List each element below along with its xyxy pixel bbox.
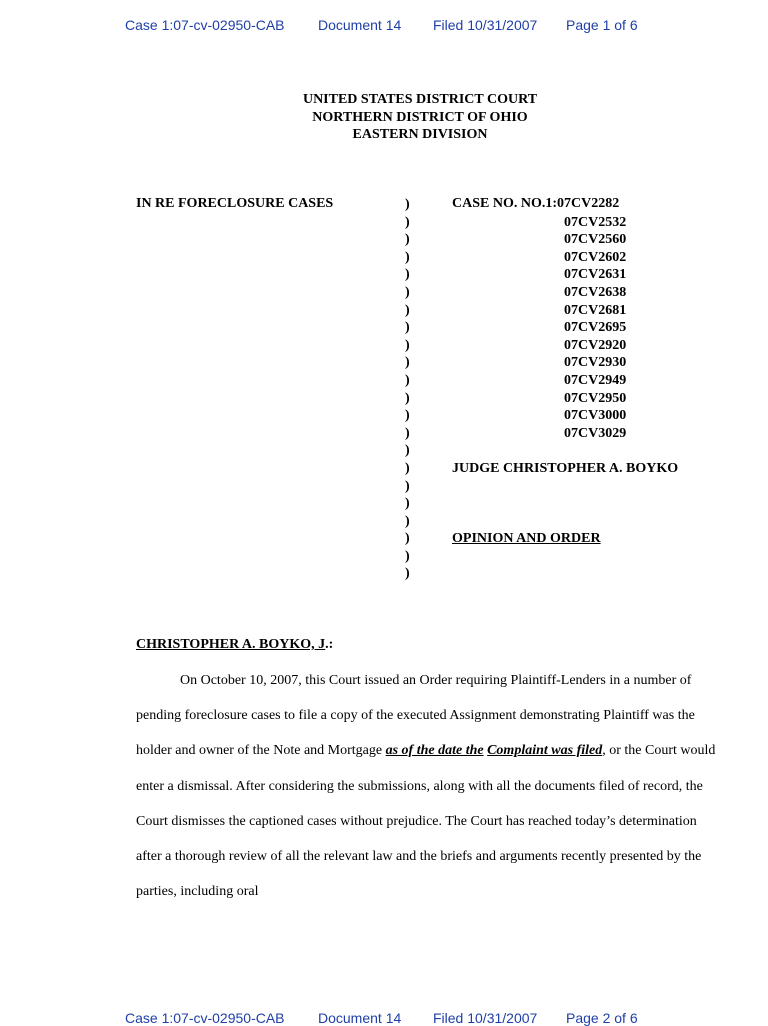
author-name: CHRISTOPHER A. BOYKO, J <box>136 637 326 652</box>
caption-paren: ) <box>405 249 410 265</box>
caption-paren: ) <box>405 566 410 582</box>
case-number: 07CV2681 <box>564 302 627 318</box>
body-text-part1: On October 10, 2007, this Court issued an Order requiring Plaintiff-Lenders in a number of pending foreclosure cases to file a copy of the executed Assignment demonstrating Plaintiff was the holder and owner of the Note and Mortgage <box>136 673 695 759</box>
case-number: 07CV2560 <box>564 232 627 248</box>
court-district: NORTHERN DISTRICT OF OHIO <box>312 109 528 125</box>
caption-paren: ) <box>405 337 410 353</box>
caption-paren: ) <box>405 284 410 300</box>
caption-paren: ) <box>405 197 410 212</box>
caption-paren: ) <box>405 531 410 547</box>
header-filed-date: Filed 10/31/2007 <box>433 1010 538 1026</box>
case-number: 07CV2920 <box>564 337 627 353</box>
caption-paren: ) <box>405 460 410 476</box>
case-number: 07CV3029 <box>564 425 627 441</box>
header-filed-date: Filed 10/31/2007 <box>433 17 538 33</box>
case-number: 07CV2930 <box>564 355 627 371</box>
document-title: OPINION AND ORDER <box>452 531 601 546</box>
caption-paren-column <box>405 196 410 583</box>
header-case-number: Case 1:07-cv-02950-CAB <box>125 1010 285 1026</box>
header-document: Document 14 <box>318 17 402 33</box>
caption-paren: ) <box>405 548 410 564</box>
header-page-number: Page 2 of 6 <box>566 1010 638 1026</box>
opinion-body <box>136 663 716 909</box>
case-number: 07CV2950 <box>564 390 627 406</box>
caption-paren: ) <box>405 390 410 406</box>
case-number: 07CV2602 <box>564 249 627 265</box>
emphasis-date: as of the date the <box>385 743 484 759</box>
caption-paren: ) <box>405 425 410 441</box>
judge-name: JUDGE CHRISTOPHER A. BOYKO <box>452 461 679 476</box>
caption-paren: ) <box>405 232 410 248</box>
caption-paren: ) <box>405 302 410 318</box>
caption-paren: ) <box>405 214 410 230</box>
case-number-list <box>564 214 626 443</box>
caption-paren: ) <box>405 355 410 371</box>
header-document: Document 14 <box>318 1010 402 1026</box>
header-case-number: Case 1:07-cv-02950-CAB <box>125 17 285 33</box>
caption-paren: ) <box>405 408 410 424</box>
case-number: 07CV2638 <box>564 284 627 300</box>
case-number: 07CV2631 <box>564 267 627 283</box>
court-name: UNITED STATES DISTRICT COURT <box>302 92 538 107</box>
case-number-label: CASE NO. NO.1:07CV2282 <box>452 196 620 211</box>
case-number: 07CV2532 <box>564 214 627 230</box>
caption-paren: ) <box>405 496 410 512</box>
case-number: 07CV3000 <box>564 408 627 424</box>
caption-paren: ) <box>405 513 410 529</box>
body-paragraph <box>136 663 716 909</box>
court-division: EASTERN DIVISION <box>352 127 488 142</box>
header-page-number: Page 1 of 6 <box>566 17 638 33</box>
opinion-author <box>136 637 333 653</box>
caption-paren: ) <box>405 478 410 494</box>
case-caption-title: IN RE FORECLOSURE CASES <box>136 196 334 211</box>
emphasis-complaint: Complaint was filed <box>487 743 603 759</box>
caption-paren: ) <box>405 443 410 459</box>
case-number: 07CV2949 <box>564 372 627 388</box>
author-suffix: .: <box>325 637 334 652</box>
caption-paren: ) <box>405 267 410 283</box>
court-heading <box>0 91 768 144</box>
body-text-part2: , or the Court would enter a dismissal. After considering the submissions, along with all the documents filed of record, the Court dismisses the captioned cases without prejudice. The Court has reached today’s determination after a thorough review of all the relevant law and the briefs and arguments recently presented by the parties, including oral <box>136 743 716 900</box>
caption-paren: ) <box>405 372 410 388</box>
caption-paren: ) <box>405 320 410 336</box>
case-number: 07CV2695 <box>564 320 627 336</box>
